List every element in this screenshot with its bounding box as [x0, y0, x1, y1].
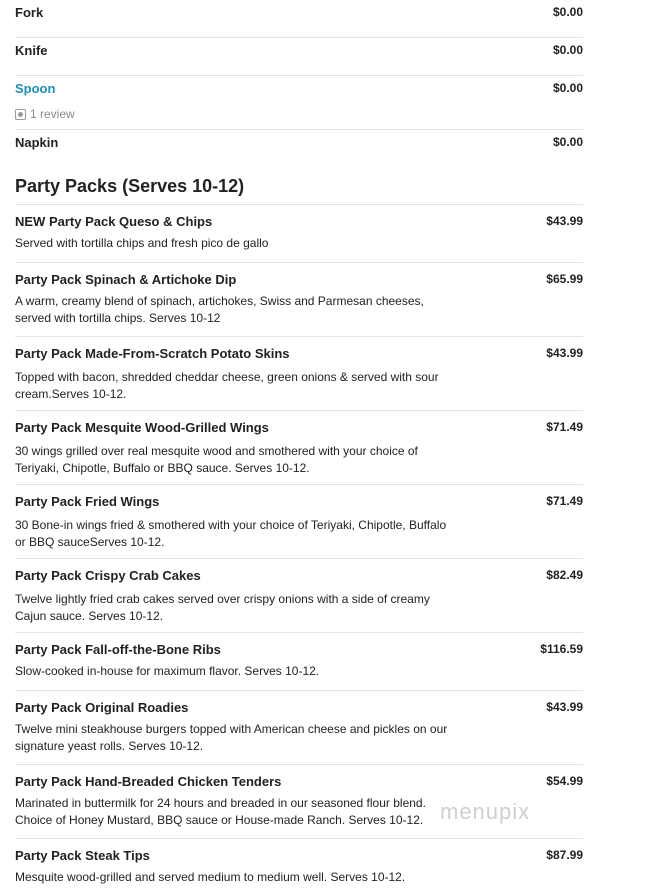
item-name-link[interactable]: Spoon [15, 81, 56, 96]
item-price: $43.99 [546, 214, 583, 228]
item-price: $0.00 [552, 43, 583, 57]
item-name: Party Pack Spinach & Artichoke Dip [15, 272, 237, 287]
item-description: Twelve lightly fried crab cakes served over crispy onions with a side of creamy Cajun sauce. Serves 10-12. [15, 592, 430, 623]
party-packs-list [15, 204, 583, 896]
menu-item [15, 558, 583, 632]
item-description: Twelve mini steakhouse burgers topped with American cheese and pickles on our signature yeast rolls. Serves 10-12. [15, 722, 448, 753]
item-price: $0.00 [552, 135, 583, 149]
item-price: $82.49 [546, 568, 583, 582]
menu-item [15, 690, 583, 764]
review-icon [15, 109, 26, 120]
section-title: Party Packs (Serves 10-12) [15, 176, 245, 196]
item-description: Slow-cooked in-house for maximum flavor. Serves 10-12. [15, 664, 320, 678]
menu-item [15, 410, 583, 484]
item-name: NEW Party Pack Queso & Chips [15, 214, 213, 229]
item-price: $54.99 [546, 774, 583, 788]
item-description: A warm, creamy blend of spinach, artichokes, Swiss and Parmesan cheeses, served with tortilla chips. Serves 10-12 [15, 294, 424, 325]
item-name: Party Pack Steak Tips [15, 848, 150, 863]
menu-item-spoon [15, 76, 583, 130]
item-description: Mesquite wood-grilled and served medium to medium well. Serves 10-12. [15, 870, 406, 884]
item-price: $65.99 [546, 272, 583, 286]
item-price: $71.49 [546, 420, 583, 434]
menu-item [15, 632, 583, 690]
item-price: $87.99 [546, 848, 583, 862]
item-price: $43.99 [546, 700, 583, 714]
item-description: 30 wings grilled over real mesquite wood and smothered with your choice of Teriyaki, Chipotle, Buffalo or BBQ sauce. Serves 10-12. [15, 444, 418, 475]
menu-item [15, 484, 583, 558]
item-price: $43.99 [546, 346, 583, 360]
item-name: Napkin [15, 135, 59, 150]
item-name: Party Pack Made-From-Scratch Potato Skins [15, 346, 290, 361]
item-description: Served with tortilla chips and fresh pico de gallo [15, 236, 269, 250]
menu-item [15, 336, 583, 410]
menu-item [15, 262, 583, 336]
item-name: Fork [15, 5, 44, 20]
item-price: $0.00 [552, 81, 583, 95]
review-count: 1 review [30, 107, 75, 121]
item-price: $0.00 [552, 5, 583, 19]
item-name: Knife [15, 43, 48, 58]
item-name: Party Pack Original Roadies [15, 700, 189, 715]
item-name: Party Pack Fall-off-the-Bone Ribs [15, 642, 221, 657]
menupix-watermark: menupix [440, 799, 531, 824]
menu-item-napkin [15, 130, 583, 159]
item-name: Party Pack Mesquite Wood-Grilled Wings [15, 420, 269, 435]
menu-item-knife [15, 38, 583, 76]
menu-item-fork [15, 0, 583, 38]
item-name: Party Pack Crispy Crab Cakes [15, 568, 201, 583]
review-link[interactable] [15, 107, 75, 121]
menu-item [15, 838, 583, 896]
utensils-list [15, 0, 583, 159]
menu-item [15, 204, 583, 262]
item-price: $116.59 [540, 642, 583, 656]
item-name: Party Pack Fried Wings [15, 494, 160, 509]
item-description: Topped with bacon, shredded cheddar cheese, green onions & served with sour cream.Serves 10-12. [15, 370, 439, 401]
item-price: $71.49 [546, 494, 583, 508]
item-description: 30 Bone-in wings fried & smothered with your choice of Teriyaki, Chipotle, Buffalo or BBQ sauceServes 10-12. [15, 518, 447, 549]
item-name: Party Pack Hand-Breaded Chicken Tenders [15, 774, 282, 789]
item-description: Marinated in buttermilk for 24 hours and breaded in our seasoned flour blend. Choice of Honey Mustard, BBQ sauce or House-made Ranch. Serves 10-12. [15, 796, 426, 827]
